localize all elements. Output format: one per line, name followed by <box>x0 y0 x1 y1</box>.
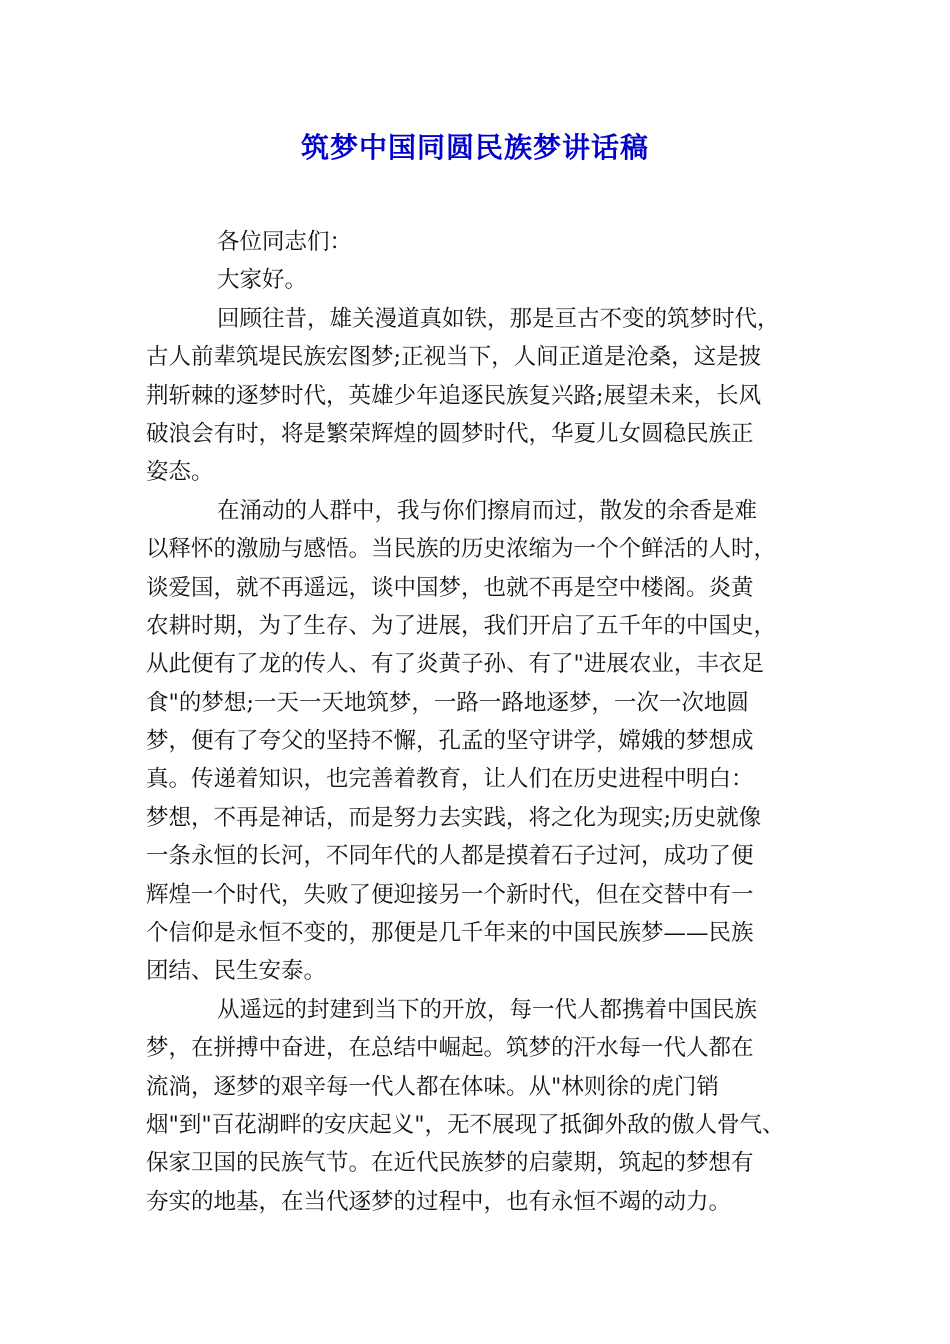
paragraph-2-line-11: 辉煌一个时代，失败了便迎接另一个新时代，但在交替中有一 <box>146 881 754 908</box>
paragraph-2-line-1: 在涌动的人群中，我与你们擦肩而过，散发的余香是难 <box>217 497 758 524</box>
paragraph-1-line-3: 荆斩棘的逐梦时代，英雄少年追逐民族复兴路;展望未来，长风 <box>146 382 762 409</box>
document-title: 筑梦中国同圆民族梦讲话稿 <box>300 131 649 164</box>
paragraph-2-line-9: 梦想，不再是神话，而是努力去实践，将之化为现实;历史就像 <box>146 804 762 831</box>
paragraph-2-line-10: 一条永恒的长河，不同年代的人都是摸着石子过河，成功了便 <box>146 843 754 870</box>
paragraph-1-line-2: 古人前辈筑堤民族宏图梦;正视当下，人间正道是沧桑，这是披 <box>146 344 762 371</box>
paragraph-1-line-5: 姿态。 <box>146 459 214 486</box>
paragraph-2-line-6: 食"的梦想;一天一天地筑梦，一路一路地逐梦，一次一次地圆 <box>146 689 749 716</box>
paragraph-1-line-1: 回顾往昔，雄关漫道真如铁，那是亘古不变的筑梦时代， <box>217 305 780 332</box>
paragraph-2-line-3: 谈爱国，就不再遥远，谈中国梦，也就不再是空中楼阁。炎黄 <box>146 574 754 601</box>
salutation-line: 各位同志们： <box>217 229 353 255</box>
paragraph-3-line-5: 保家卫国的民族气节。在近代民族梦的启蒙期，筑起的梦想有 <box>146 1150 754 1177</box>
paragraph-1-line-4: 破浪会有时，将是繁荣辉煌的圆梦时代，华夏儿女圆稳民族正 <box>146 420 754 447</box>
paragraph-3-line-6: 夯实的地基，在当代逐梦的过程中，也有永恒不竭的动力。 <box>146 1188 732 1215</box>
paragraph-2-line-5: 从此便有了龙的传人、有了炎黄子孙、有了"进展农业，丰衣足 <box>146 651 764 678</box>
paragraph-3-line-1: 从遥远的封建到当下的开放，每一代人都携着中国民族 <box>217 996 758 1023</box>
paragraph-2-line-4: 农耕时期，为了生存、为了进展，我们开启了五千年的中国史， <box>146 612 777 639</box>
paragraph-2-line-2: 以释怀的激励与感悟。当民族的历史浓缩为一个个鲜活的人时， <box>146 536 777 563</box>
greeting-line: 大家好。 <box>217 267 308 294</box>
paragraph-2-line-13: 团结、民生安泰。 <box>146 958 327 985</box>
document-body <box>146 223 806 1221</box>
paragraph-2-line-7: 梦，便有了夸父的坚持不懈，孔孟的坚守讲学，嫦娥的梦想成 <box>146 728 754 755</box>
paragraph-2-line-8: 真。传递着知识，也完善着教育，让人们在历史进程中明白： <box>146 766 754 793</box>
paragraph-3-line-4: 烟"到"百花湖畔的安庆起义"，无不展现了抵御外敌的傲人骨气、 <box>146 1111 785 1138</box>
paragraph-3-line-3: 流淌，逐梦的艰辛每一代人都在体味。从"林则徐的虎门销 <box>146 1073 719 1100</box>
paragraph-2-line-12: 个信仰是永恒不变的，那便是几千年来的中国民族梦——民族 <box>146 920 754 947</box>
paragraph-3-line-2: 梦，在拼搏中奋进，在总结中崛起。筑梦的汗水每一代人都在 <box>146 1035 754 1062</box>
